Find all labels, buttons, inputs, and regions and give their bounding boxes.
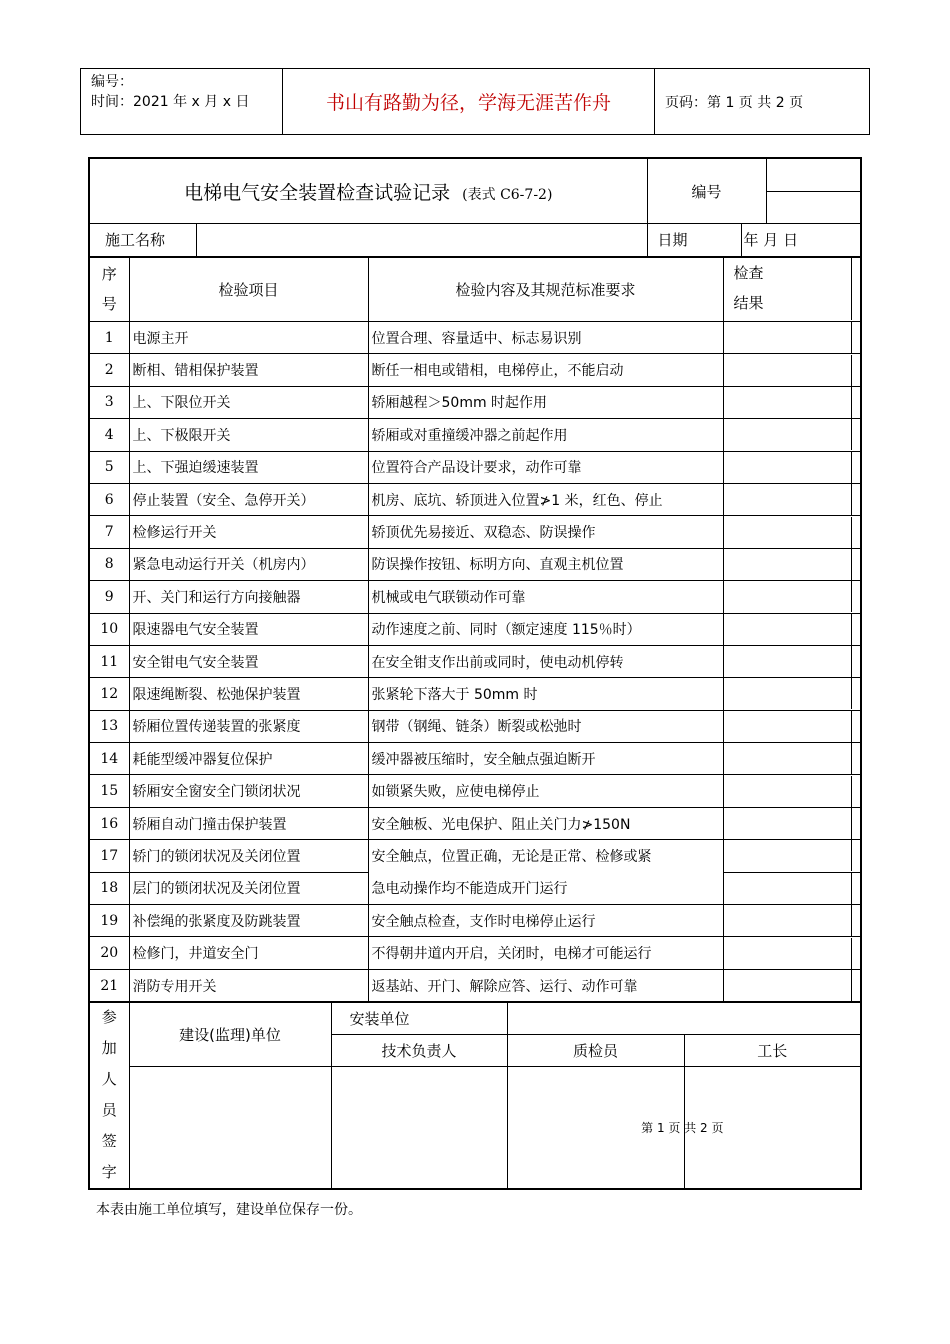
header-meta (81, 69, 283, 134)
participants-label-char: 参 (101, 1008, 117, 1026)
row-item: 开、关门和运行方向接触器 (129, 581, 368, 613)
page-note: 第 1 页 共 2 页 (641, 1121, 724, 1135)
row-requirement: 断任一相电或错相，电梯停止，不能启动 (368, 354, 723, 386)
row-item: 紧急电动运行开关（机房内） (129, 548, 368, 580)
quality-inspector-label: 质检员 (507, 1035, 684, 1067)
item-header: 检验项目 (129, 257, 368, 322)
row-requirement: 不得朝井道内开启，关闭时，电梯才可能运行 (368, 937, 723, 969)
row-item: 电源主开 (129, 322, 368, 354)
table-row (89, 386, 861, 418)
foreman-label: 工长 (684, 1035, 861, 1067)
row-number: 13 (89, 710, 129, 742)
row-item: 断相、错相保护装置 (129, 354, 368, 386)
row-item: 停止装置（安全、急停开关） (129, 483, 368, 515)
tech-lead-signature[interactable] (331, 1067, 507, 1190)
row-number: 11 (89, 645, 129, 677)
row-number: 10 (89, 613, 129, 645)
row-result[interactable] (723, 969, 861, 1002)
project-value[interactable] (196, 224, 647, 257)
table-row (89, 613, 861, 645)
row-result[interactable] (723, 710, 861, 742)
table-row (89, 969, 861, 1002)
table-row (89, 451, 861, 483)
row-item: 轿厢自动门撞击保护装置 (129, 807, 368, 839)
row-item: 上、下限位开关 (129, 386, 368, 418)
row-requirement: 在安全钳支作出前或同时，使电动机停转 (368, 645, 723, 677)
inspection-table (88, 157, 862, 258)
table-row (89, 483, 861, 515)
row-requirement: 急电动操作均不能造成开门运行 (368, 872, 723, 904)
row-item: 安全钳电气安全装置 (129, 645, 368, 677)
row-item: 限速绳断裂、松弛保护装置 (129, 678, 368, 710)
row-requirement: 动作速度之前、同时（额定速度 115％时） (368, 613, 723, 645)
form-title: 电梯电气安全装置检查试验记录 (184, 181, 451, 204)
row-item: 耗能型缓冲器复位保护 (129, 743, 368, 775)
supervisor-signature[interactable] (129, 1067, 331, 1190)
table-row (89, 905, 861, 937)
row-number: 3 (89, 386, 129, 418)
table-row (89, 807, 861, 839)
row-requirement: 钢带（钢绳、链条）断裂或松弛时 (368, 710, 723, 742)
install-unit-label: 安装单位 (331, 1002, 507, 1035)
title-row (89, 158, 861, 191)
form-title-cell (89, 158, 647, 224)
requirement-header: 检验内容及其规范标准要求 (368, 257, 723, 322)
time-label: 时间：2021 年 x 月 x 日 (91, 94, 250, 110)
row-requirement: 缓冲器被压缩时，安全触点强迫断开 (368, 743, 723, 775)
row-number: 12 (89, 678, 129, 710)
row-number: 17 (89, 840, 129, 872)
row-requirement: 轿厢越程＞50mm 时起作用 (368, 386, 723, 418)
row-number: 15 (89, 775, 129, 807)
row-result[interactable] (723, 743, 861, 775)
row-number: 18 (89, 872, 129, 904)
table-row (89, 775, 861, 807)
table-row (89, 710, 861, 742)
row-item: 轿厢安全窗安全门锁闭状况 (129, 775, 368, 807)
date-label: 日期 (647, 224, 741, 257)
participants-label-char: 字 (101, 1163, 117, 1181)
result-header-1: 检查 (733, 264, 764, 282)
row-requirement: 位置合理、容量适中、标志易识别 (368, 322, 723, 354)
row-item: 上、下强迫缓速装置 (129, 451, 368, 483)
row-number: 14 (89, 743, 129, 775)
table-row (89, 645, 861, 677)
row-result[interactable] (723, 613, 861, 645)
row-number: 21 (89, 969, 129, 1002)
table-row (89, 581, 861, 613)
row-number: 8 (89, 548, 129, 580)
row-number: 5 (89, 451, 129, 483)
table-row (89, 937, 861, 969)
supervisor-unit-label: 建设(监理)单位 (129, 1002, 331, 1067)
date-value[interactable]: 年 月 日 (741, 224, 861, 257)
motto: 书山有路勤为径，学海无涯苦作舟 (283, 69, 655, 134)
row-result[interactable] (723, 937, 861, 969)
quality-inspector-signature[interactable] (507, 1067, 724, 1190)
serial-label: 编号： (91, 74, 133, 90)
row-requirement: 张紧轮下落大于 50mm 时 (368, 678, 723, 710)
seq-header-2: 号 (101, 295, 117, 313)
row-requirement: 安全触点，位置正确，无论是正常、检修或紧 (368, 840, 723, 872)
participants-label-char: 加 (101, 1039, 117, 1057)
row-item: 检修运行开关 (129, 516, 368, 548)
row-requirement: 安全触点检查，支作时电梯停止运行 (368, 905, 723, 937)
row-item: 上、下极限开关 (129, 419, 368, 451)
row-number: 16 (89, 807, 129, 839)
number-value-1[interactable] (766, 158, 861, 191)
row-result[interactable] (723, 419, 861, 451)
row-result[interactable] (723, 645, 861, 677)
table-row (89, 548, 861, 580)
seq-header (89, 257, 129, 322)
project-row (89, 224, 861, 257)
row-result[interactable] (723, 483, 861, 515)
row-requirement: 机房、底坑、轿顶进入位置≯1 米，红色、停止 (368, 483, 723, 515)
participants-label (89, 1002, 129, 1190)
row-requirement: 安全触板、光电保护、阻止关门力≯150N (368, 807, 723, 839)
table-row (89, 322, 861, 354)
number-value-2[interactable] (766, 191, 861, 224)
document-header (80, 68, 870, 135)
row-item: 层门的锁闭状况及关闭位置 (129, 872, 368, 904)
table-row (89, 419, 861, 451)
row-result[interactable] (723, 451, 861, 483)
row-requirement: 如锁紧失败，应使电梯停止 (368, 775, 723, 807)
project-label: 施工名称 (89, 224, 196, 257)
row-item: 轿厢位置传递装置的张紧度 (129, 710, 368, 742)
row-requirement: 位置符合产品设计要求，动作可靠 (368, 451, 723, 483)
table-row (89, 516, 861, 548)
footnote: 本表由施工单位填写，建设单位保存一份。 (96, 1202, 362, 1218)
table-row (89, 872, 861, 904)
row-result[interactable] (723, 872, 861, 904)
row-result[interactable] (723, 581, 861, 613)
row-result[interactable] (723, 905, 861, 937)
tech-lead-label: 技术负责人 (331, 1035, 507, 1067)
page-info: 页码：第 1 页 共 2 页 (665, 94, 804, 111)
row-result[interactable] (723, 322, 861, 354)
row-item: 补偿绳的张紧度及防跳装置 (129, 905, 368, 937)
row-number: 4 (89, 419, 129, 451)
row-result[interactable] (723, 354, 861, 386)
inspection-items-table (88, 256, 862, 1003)
form-code: (表式 C6-7-2) (462, 186, 553, 203)
result-header (723, 257, 861, 322)
row-requirement: 轿顶优先易接近、双稳态、防误操作 (368, 516, 723, 548)
row-result[interactable] (723, 386, 861, 418)
table-row (89, 354, 861, 386)
install-unit-value[interactable] (507, 1002, 861, 1035)
signature-table (88, 1001, 862, 1190)
row-result[interactable] (723, 840, 861, 872)
row-item: 限速器电气安全装置 (129, 613, 368, 645)
row-number: 9 (89, 581, 129, 613)
table-row (89, 743, 861, 775)
row-number: 20 (89, 937, 129, 969)
row-result[interactable] (723, 678, 861, 710)
row-item: 检修门，井道安全门 (129, 937, 368, 969)
row-item: 消防专用开关 (129, 969, 368, 1002)
table-row (89, 678, 861, 710)
row-result[interactable] (723, 548, 861, 580)
row-number: 6 (89, 483, 129, 515)
table-row (89, 840, 861, 872)
row-requirement: 防误操作按钮、标明方向、直观主机位置 (368, 548, 723, 580)
row-result[interactable] (723, 516, 861, 548)
number-label: 编号 (647, 158, 766, 224)
row-number: 19 (89, 905, 129, 937)
participants-label-char: 员 (101, 1101, 117, 1119)
row-number: 1 (89, 322, 129, 354)
row-number: 2 (89, 354, 129, 386)
row-requirement: 返基站、开门、解除应答、运行、动作可靠 (368, 969, 723, 1002)
row-result[interactable] (723, 807, 861, 839)
result-header-2: 结果 (733, 294, 764, 312)
participants-label-char: 人 (101, 1070, 117, 1088)
row-result[interactable] (723, 775, 861, 807)
seq-header-1: 序 (101, 265, 117, 283)
row-requirement: 机械或电气联锁动作可靠 (368, 581, 723, 613)
row-item: 轿门的锁闭状况及关闭位置 (129, 840, 368, 872)
column-header-row (89, 257, 861, 322)
row-requirement: 轿厢或对重撞缓冲器之前起作用 (368, 419, 723, 451)
participants-label-char: 签 (101, 1132, 117, 1150)
row-number: 7 (89, 516, 129, 548)
